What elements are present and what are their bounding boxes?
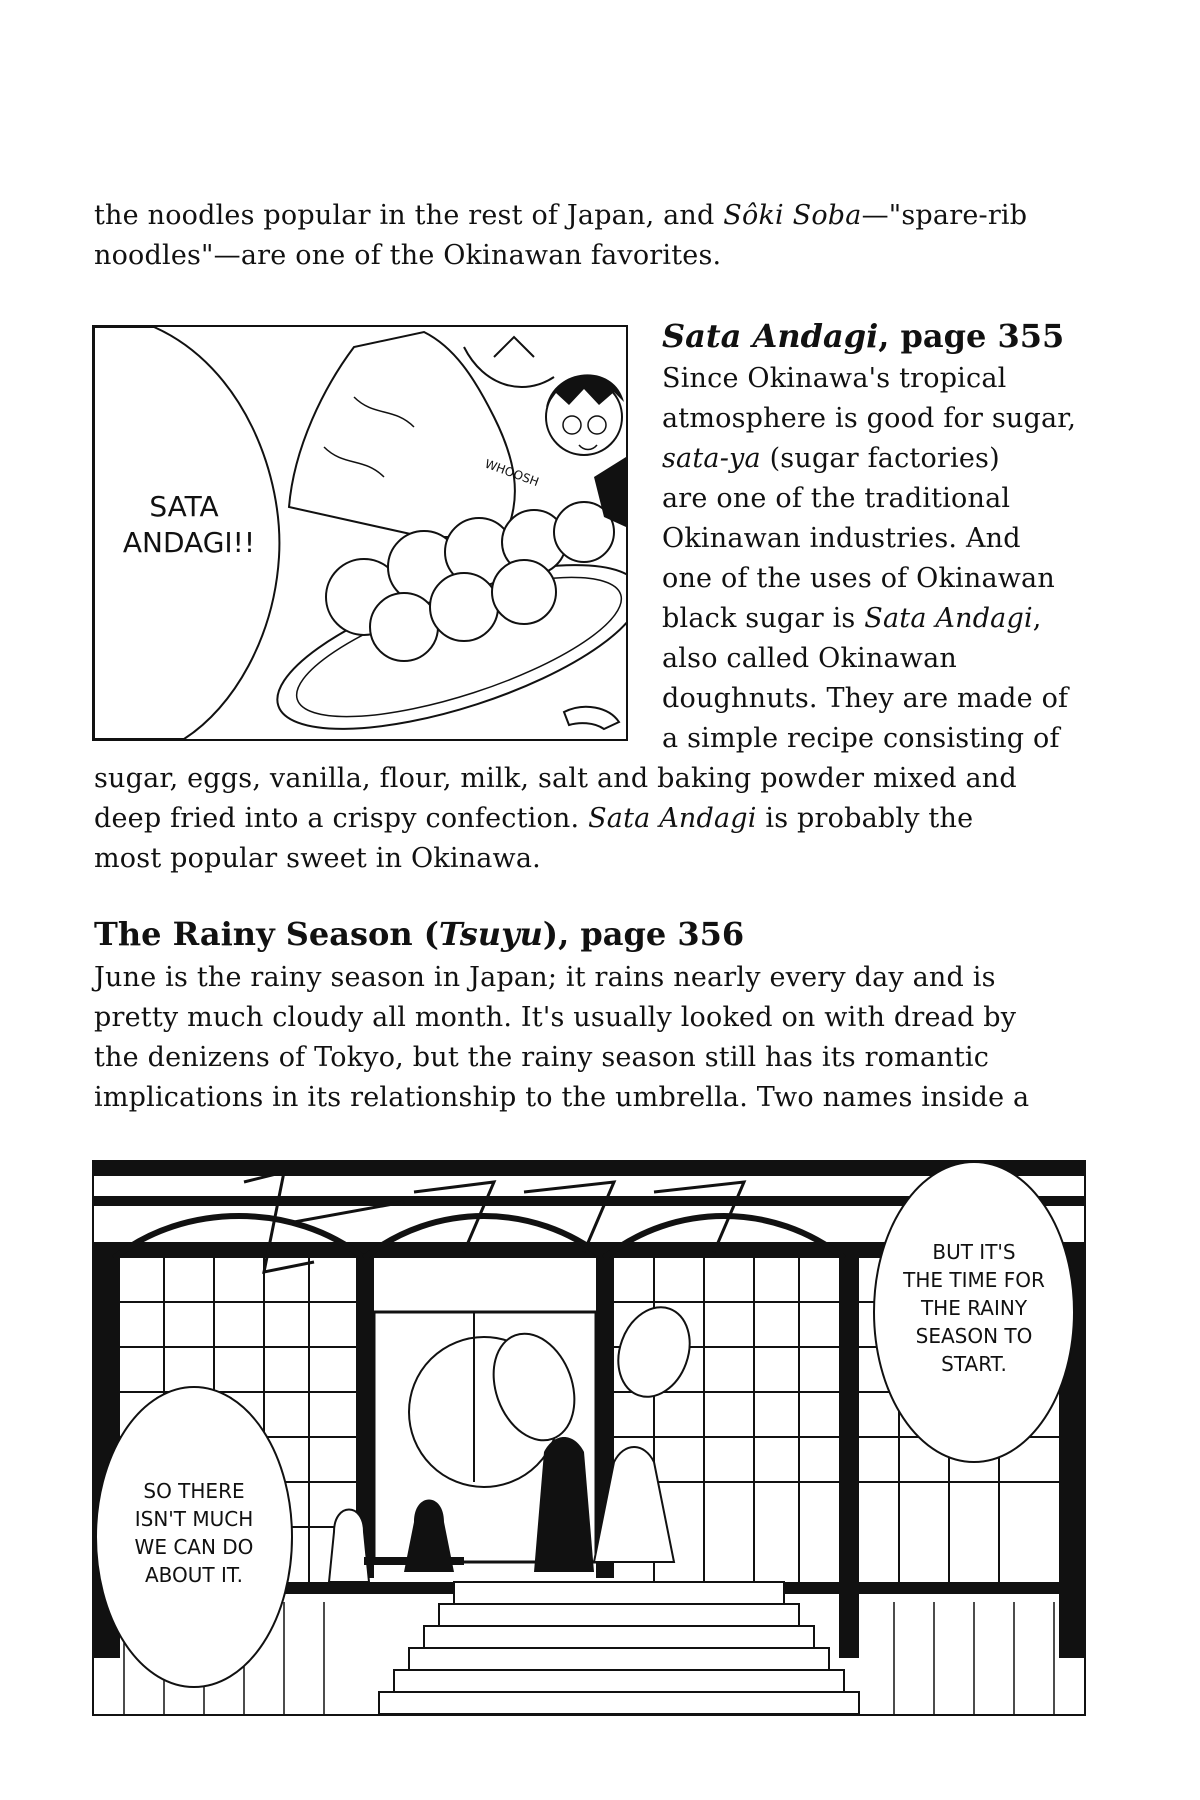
sata-line-3 xyxy=(662,439,1000,479)
sata-line-9: doughnuts. They are made of xyxy=(662,683,1069,714)
right-balloon-line-3: THE RAINY xyxy=(920,1296,1028,1320)
rainy-line-1: June is the rainy season in Japan; it rains nearly every day and is xyxy=(94,962,996,993)
sata-line-3-rest: (sugar factories) xyxy=(760,443,1000,474)
sata-line-7-pre: black sugar is xyxy=(662,603,865,634)
heading-post: ), page 356 xyxy=(542,915,745,953)
heading-rest: , page 355 xyxy=(878,317,1065,355)
sata-andagi-balloon-line-1: SATA xyxy=(149,490,219,523)
sata-line-12-post: is probably the xyxy=(756,803,974,834)
right-balloon-line-2: THE TIME FOR xyxy=(903,1268,1045,1292)
rainy-line-3: the denizens of Tokyo, but the rainy season still has its romantic xyxy=(94,1042,990,1073)
sata-line-13: most popular sweet in Okinawa. xyxy=(94,843,541,874)
sata-line-12 xyxy=(94,799,973,839)
left-balloon-line-3: WE CAN DO xyxy=(134,1535,254,1559)
sata-line-5: Okinawan industries. And xyxy=(662,523,1021,554)
sata-line-4: are one of the traditional xyxy=(662,483,1011,514)
sata-line-11: sugar, eggs, vanilla, flour, milk, salt and baking powder mixed and xyxy=(94,763,1017,794)
sata-andagi-heading xyxy=(662,316,1064,356)
sata-line-7 xyxy=(662,599,1042,639)
sata-line-1: Since Okinawa's tropical xyxy=(662,363,1007,394)
intro-text: —"spare-rib xyxy=(861,200,1028,231)
tsuyu-term: Tsuyu xyxy=(438,915,543,953)
whoosh-sfx: WHOOSH xyxy=(482,456,541,490)
right-balloon-line-4: SEASON TO xyxy=(915,1324,1033,1348)
right-balloon-line-1: BUT IT'S xyxy=(932,1240,1016,1264)
rainy-line-4: implications in its relationship to the umbrella. Two names inside a xyxy=(94,1082,1030,1113)
left-balloon-line-2: ISN'T MUCH xyxy=(134,1507,254,1531)
soki-soba-term: Sôki Soba xyxy=(723,200,862,231)
sata-andagi-balloon-line-2: ANDAGI!! xyxy=(122,526,256,559)
sata-line-6: one of the uses of Okinawan xyxy=(662,563,1055,594)
sata-line-10: a simple recipe consisting of xyxy=(662,723,1060,754)
sata-line-2: atmosphere is good for sugar, xyxy=(662,403,1077,434)
sata-ya-term: sata-ya xyxy=(662,443,761,474)
rainy-season-heading xyxy=(94,914,744,954)
sata-line-12-pre: deep fried into a crispy confection. xyxy=(94,803,589,834)
intro-line-1 xyxy=(94,196,1027,236)
sata-andagi-term: Sata Andagi xyxy=(588,803,757,834)
heading-pre: The Rainy Season ( xyxy=(94,915,439,953)
sata-line-7-post: , xyxy=(1032,603,1042,634)
rainy-line-2: pretty much cloudy all month. It's usually looked on with dread by xyxy=(94,1002,1017,1033)
rainy-season-panel xyxy=(92,1160,1086,1716)
intro-line-2: noodles"—are one of the Okinawan favorites. xyxy=(94,240,722,271)
heading-italic: Sata Andagi xyxy=(662,317,879,355)
right-balloon-line-5: START. xyxy=(941,1352,1007,1376)
sata-line-8: also called Okinawan xyxy=(662,643,957,674)
intro-text: the noodles popular in the rest of Japan, and xyxy=(94,200,724,231)
sata-andagi-panel xyxy=(92,325,628,741)
left-balloon-line-1: SO THERE xyxy=(143,1479,245,1503)
sata-andagi-term: Sata Andagi xyxy=(864,603,1033,634)
left-balloon-line-4: ABOUT IT. xyxy=(144,1563,244,1587)
